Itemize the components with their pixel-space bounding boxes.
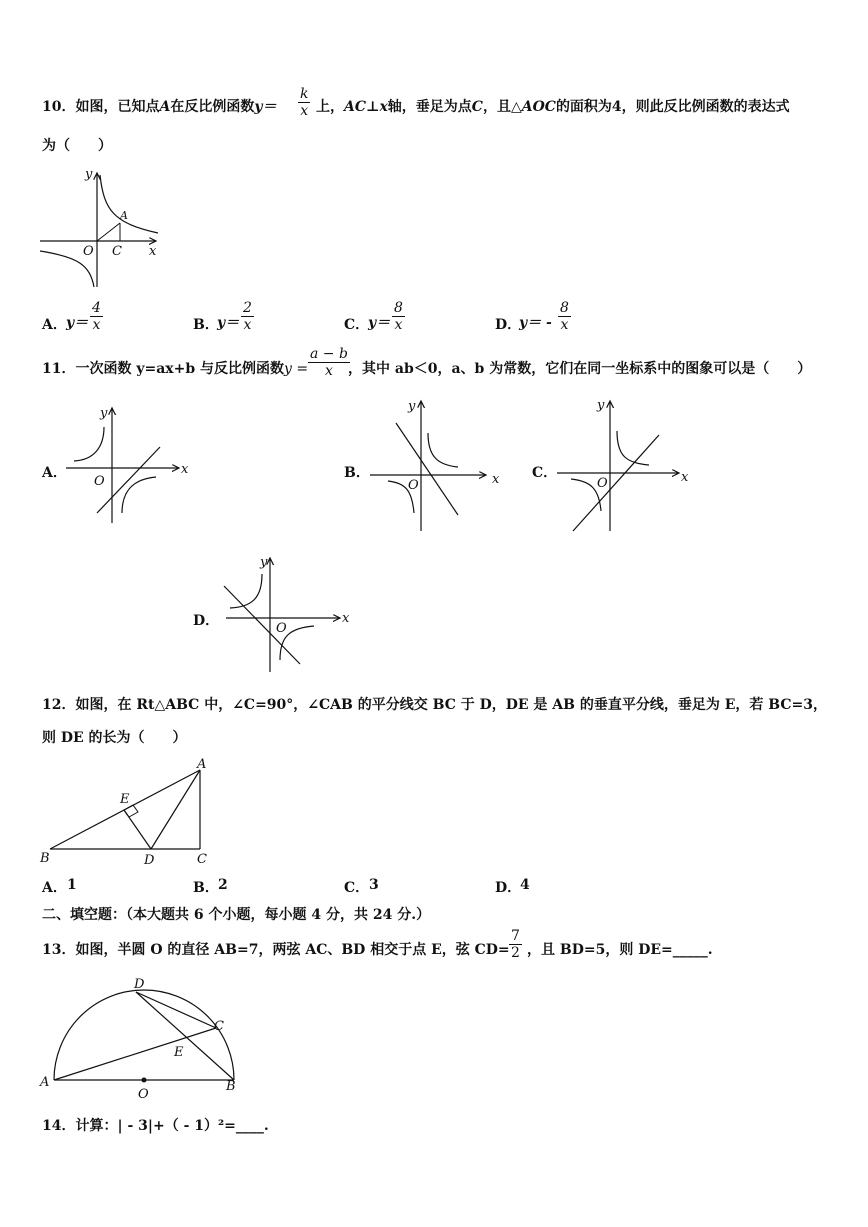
q10-line2: 为（ ） <box>42 138 112 154</box>
svg-text:O: O <box>94 474 105 489</box>
svg-text:D: D <box>144 853 155 868</box>
q12-figure <box>38 756 218 871</box>
q11-graph-b[interactable] <box>368 395 508 535</box>
svg-text:D: D <box>134 977 145 992</box>
q11-option-c-label[interactable]: C． <box>532 465 558 481</box>
q12-line1: 12．如图，在 Rt△ABC 中，∠C=90°，∠CAB 的平分线交 BC 于 D，DE 是 AB 的垂直平分线，垂足为 E，若 BC=3， <box>42 697 827 713</box>
svg-text:y: y <box>597 398 605 413</box>
q10-hyperbola-branch-1 <box>100 175 158 233</box>
q10-label-A: A <box>120 209 128 222</box>
svg-text:E: E <box>120 792 130 807</box>
q10-label-x: x <box>149 244 157 259</box>
q11-graph-d[interactable] <box>222 552 362 677</box>
q14-text: 14．计算：| - 3|+（ - 1）²=____. <box>42 1118 269 1134</box>
q11-line1-prefix: 11．一次函数 y=ax+b 与反比例函数 <box>42 361 285 377</box>
svg-text:B: B <box>40 851 50 866</box>
q13-figure <box>38 974 238 1102</box>
q13-suffix: ，且 BD=5，则 DE=_____. <box>527 942 713 958</box>
svg-text:B: B <box>226 1079 236 1094</box>
q11-line1-suffix: ，其中 ab＜0，a、b 为常数，它们在同一坐标系中的图象可以是（ ） <box>348 361 812 377</box>
q10-line1-rest: 上，AC⊥x轴，垂足为点C，且△AOC的面积为4，则此反比例函数的表达式 <box>316 99 790 115</box>
q10-label-O: O <box>83 244 94 259</box>
svg-text:O: O <box>138 1087 149 1102</box>
q11-fraction: $\frac{a - b}{x}$ <box>310 346 348 379</box>
q12-line2: 则 DE 的长为（ ） <box>42 730 187 746</box>
svg-text:O: O <box>276 621 287 636</box>
q10-k-over-x: $\frac{k}{x}$ <box>300 86 309 119</box>
q13-prefix: 13．如图，半圆 O 的直径 AB=7，两弦 AC、BD 相交于点 E，弦 CD= <box>42 942 510 958</box>
q11-y-eq: y = <box>284 361 309 377</box>
section2-heading: 二、填空题：（本大题共 6 个小题，每小题 4 分，共 24 分.） <box>42 907 431 923</box>
q10-label-y: y <box>85 167 93 182</box>
svg-text:O: O <box>597 476 608 491</box>
q10-label-C: C <box>112 244 122 259</box>
svg-text:y: y <box>260 555 268 570</box>
q13-fraction: $\frac{7}{2}$ <box>511 928 520 961</box>
q10-line1: 10．如图，已知点A在反比例函数y＝ <box>42 99 277 115</box>
svg-text:y: y <box>100 406 108 421</box>
svg-text:x: x <box>342 611 350 626</box>
q10-figure <box>38 165 178 290</box>
svg-text:C: C <box>214 1019 224 1034</box>
q11-option-b-label[interactable]: B． <box>344 465 370 481</box>
q11-graph-a[interactable] <box>64 405 204 530</box>
svg-text:A: A <box>197 757 207 772</box>
svg-text:E: E <box>174 1045 184 1060</box>
svg-text:O: O <box>408 478 419 493</box>
svg-text:x: x <box>492 472 500 487</box>
q11-graph-c[interactable] <box>555 395 695 535</box>
q10-segment-OA <box>97 223 120 241</box>
q11-option-d-label[interactable]: D． <box>193 613 220 629</box>
svg-text:x: x <box>681 470 689 485</box>
svg-text:x: x <box>181 462 189 477</box>
svg-text:C: C <box>197 852 207 867</box>
q11-option-a-label[interactable]: A． <box>42 465 67 481</box>
svg-text:y: y <box>408 399 416 414</box>
svg-text:A: A <box>40 1075 50 1090</box>
